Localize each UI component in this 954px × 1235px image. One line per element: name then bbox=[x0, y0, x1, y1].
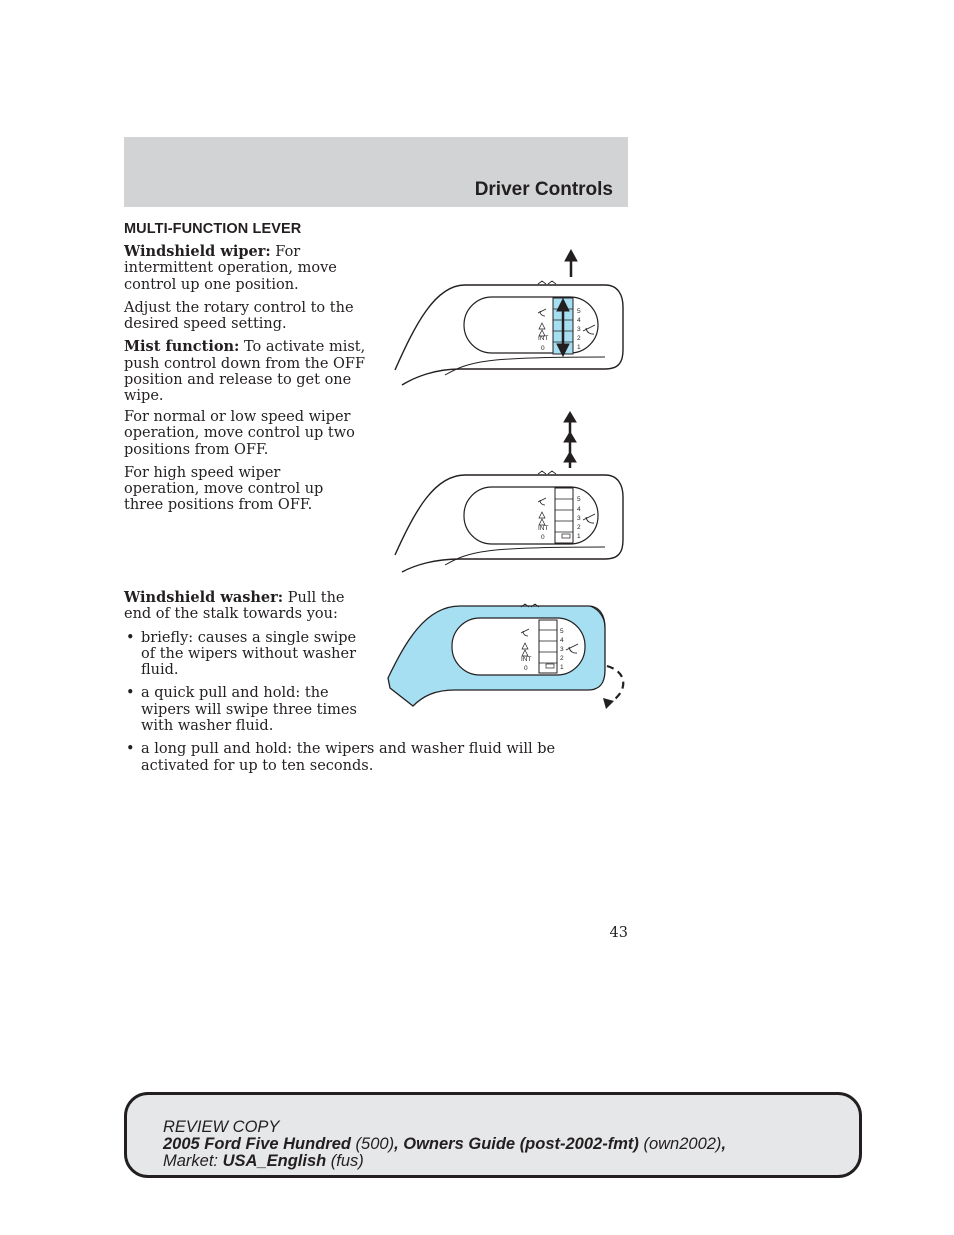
high-beam-icon bbox=[538, 281, 556, 284]
low-speed-paragraph: For normal or low speed wiper operation, move control up two positions from OFF. bbox=[124, 409, 355, 458]
speed-label: 2 bbox=[560, 655, 564, 662]
rotary-paragraph: Adjust the rotary control to the desired speed setting. bbox=[124, 299, 354, 333]
lever-figure-wiper-speeds bbox=[390, 410, 630, 575]
lever-figure-wiper-up-down bbox=[390, 245, 630, 390]
mist-paragraph: Mist function: To activate mist, push control down from the OFF position and release to get one wipe. bbox=[124, 338, 366, 405]
speed-label: 4 bbox=[577, 506, 581, 513]
mist-term: Mist function: bbox=[124, 338, 240, 356]
list-item: • a long pull and hold: the wipers and washer fluid will be activated for up to ten seconds. bbox=[124, 741, 620, 774]
speed-label: 1 bbox=[577, 533, 581, 540]
header-bar bbox=[124, 137, 628, 207]
speed-label: 2 bbox=[577, 335, 581, 342]
up-arrow-icon bbox=[565, 250, 577, 277]
lever-figure-washer bbox=[385, 598, 635, 723]
int-label: INT bbox=[538, 525, 549, 532]
speed-label: 1 bbox=[560, 664, 564, 671]
wiper-term: Windshield wiper: bbox=[124, 243, 271, 260]
high-beam-icon bbox=[538, 471, 556, 474]
speed-label: 3 bbox=[560, 646, 564, 653]
speed-label: 1 bbox=[577, 344, 581, 351]
speed-text-block bbox=[124, 409, 356, 521]
washer-term: Windshield washer: bbox=[124, 589, 284, 606]
speed-label: 5 bbox=[560, 628, 564, 635]
off-label: 0 bbox=[541, 534, 545, 541]
page-number: 43 bbox=[609, 925, 628, 941]
list-item: • briefly: causes a single swipe of the wipers without washer fluid. bbox=[124, 630, 369, 679]
pull-arrow-icon bbox=[603, 666, 623, 709]
speed-label: 4 bbox=[577, 317, 581, 324]
list-item: • a quick pull and hold: the wipers will swipe three times with washer fluid. bbox=[124, 685, 369, 734]
speed-label: 2 bbox=[577, 524, 581, 531]
washer-paragraph: Windshield washer: Pull the end of the stalk towards you: bbox=[124, 589, 345, 623]
speed-label: 5 bbox=[577, 496, 581, 503]
speed-label: 3 bbox=[577, 326, 581, 333]
off-label: 0 bbox=[541, 345, 545, 352]
review-copy-label: REVIEW COPY bbox=[163, 1118, 280, 1136]
int-label: INT bbox=[521, 656, 532, 663]
footer-text: REVIEW COPY 2005 Ford Five Hundred (500), Owners Guide (post-2002-fmt) (own2002), Market: USA_English (fus) bbox=[163, 1118, 727, 1170]
speed-label: 5 bbox=[577, 308, 581, 315]
page-title: Driver Controls bbox=[474, 179, 613, 200]
wiper-paragraph: Windshield wiper: For intermittent operation, move control up one position. bbox=[124, 243, 337, 293]
section-heading: MULTI-FUNCTION LEVER bbox=[124, 221, 302, 237]
speed-label: 3 bbox=[577, 515, 581, 522]
footer-box bbox=[124, 1092, 862, 1178]
off-label: 0 bbox=[524, 665, 528, 672]
speed-label: 4 bbox=[560, 637, 564, 644]
high-speed-paragraph: For high speed wiper operation, move control up three positions from OFF. bbox=[124, 464, 324, 514]
triple-up-arrow-icon bbox=[564, 412, 576, 468]
wiper-text-block bbox=[124, 244, 382, 412]
int-label: INT bbox=[538, 335, 549, 342]
